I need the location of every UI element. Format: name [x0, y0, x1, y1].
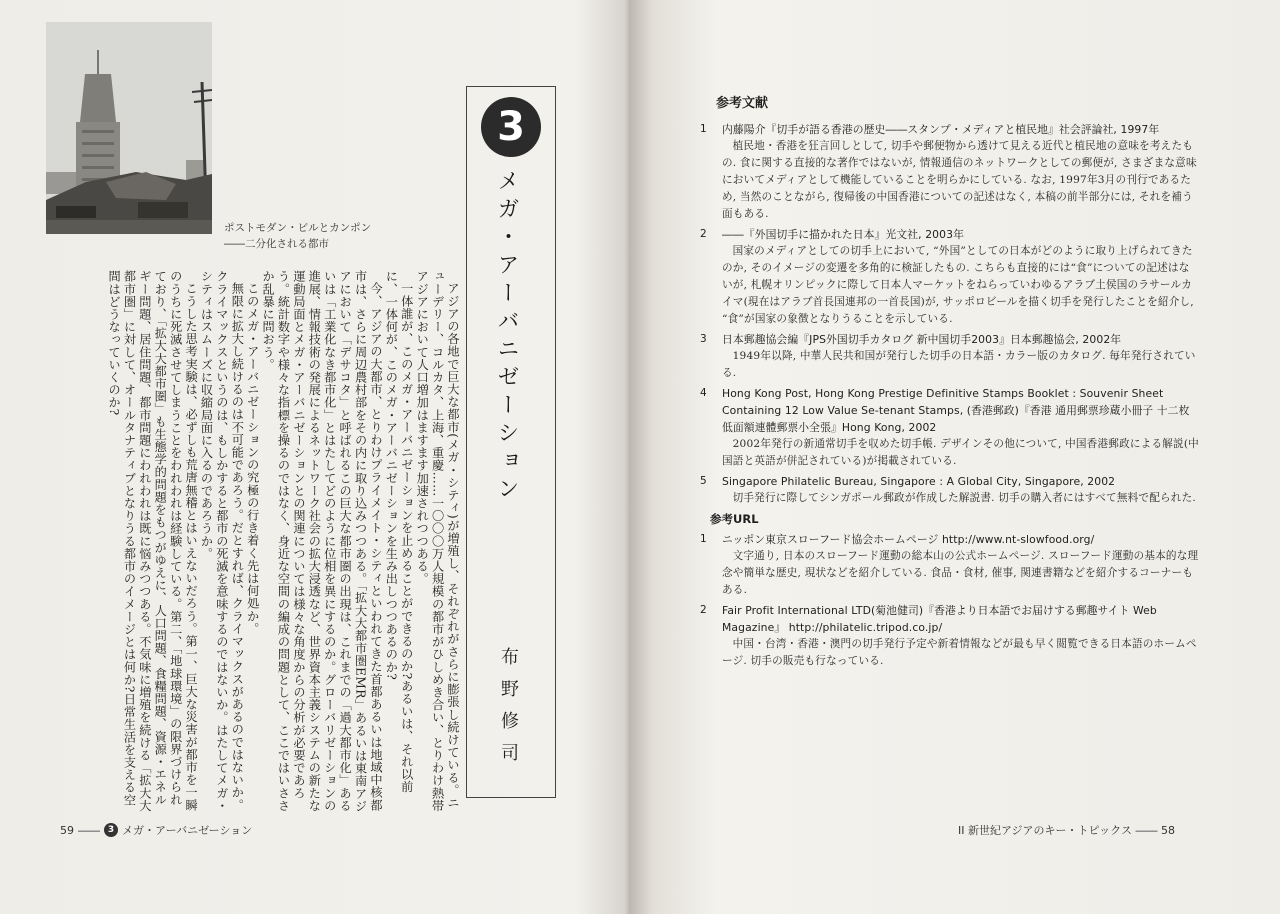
reference-item [700, 226, 1200, 328]
url-number: 1 [700, 533, 707, 545]
city-photo [46, 22, 212, 234]
reference-title: Hong Kong Post, Hong Kong Prestige Definitive Stamps Booklet : Souvenir Sheet Containing 12 Low Value Se-tenant Stamps, (香港郵政)『香港 通用郵票珍蔵小冊子 十二枚低面額連體郵票小全張』Hong Kong, 2002 [722, 387, 1190, 434]
body-paragraph: このメガ・アーバニゼーションの究極の行き着く先は何処か。 [245, 282, 260, 635]
reference-number: 2 [700, 228, 707, 240]
body-paragraph: 今、アジアの大都市、とりわけプライメイト・シティといわれてきた首都あるいは地域中核都市は、さらに周辺農村部をその内に取り込みつつある。「拡大大都市圏EMR」あるいは東南アジアにおいて「デサコタ」と呼ばれるこの巨大な都市圏の出現は、これまでの「過大都市化」あるいは「工業化なき都市化」とはたしてどのように位相を異にするのか。グローバリゼーションの進展、情報技術の発展によるネットワーク社会の拡大浸透など、世界資本主義システムの新たな運動局面とメガ・アーバニゼーションとの関連については様々な角度からの分析が必要であろう。統計数字や様々な指標を操るのではなく、身近な空間の編成の問題として、ここではいささか乱暴に問おう。 [261, 270, 383, 813]
photo-caption [224, 220, 371, 252]
url-item [700, 531, 1200, 599]
left-page [0, 0, 632, 914]
reference-note: 国家のメディアとしての切手上において, “外国”としての日本がどのように取り上げられてきたのか, そのイメージの変遷を多角的に検証したもの. こちらも直接的には“食”についての記述はないが, 札幌オリンピックに際して日本人マーケットをねらっていわゆるアラブ土侯国のラサールカイマ(現在はアラブ首長国連邦の一首長国)が, サッポロビールを描く切手を発行したことを紹介し, “食”が国家の象徴となりうることを示している. [722, 245, 1194, 325]
references-heading: 参考文献 [716, 96, 769, 111]
url-title: ニッポン東京スローフード協会ホームページ http://www.nt-slowfood.org/ [722, 533, 1095, 546]
url-heading: 参考URL [710, 512, 759, 526]
right-page-footer [958, 822, 1175, 838]
body-paragraph: 一体誰が、このメガ・アーバニゼーションを止めることができるのか?あるいは、それ以前に、一体何が、このメガ・アーバニゼーションを生み出しつつあるのか? [384, 270, 414, 794]
reference-item [700, 473, 1200, 507]
chapter-number-badge: 3 [481, 97, 541, 157]
left-page-number: 59 [60, 823, 74, 837]
reference-number: 4 [700, 387, 707, 399]
url-number: 2 [700, 604, 707, 616]
footer-dash: ―― [78, 823, 100, 837]
reference-title: Singapore Philatelic Bureau, Singapore : A Global City, Singapore, 2002 [722, 475, 1116, 488]
chapter-author: 布野修司 [498, 647, 519, 775]
references-section [700, 92, 1200, 673]
reference-note: 1949年以降, 中華人民共和国が発行した切手の日本語・カラー版のカタログ. 毎年発行されている. [722, 350, 1196, 379]
reference-number: 1 [700, 123, 707, 135]
body-paragraph: 無限に拡大し続けるのは不可能であろう。だとすれば、クライマックスがあるのではないか。クライマックスというのは、もしかすると都市の死滅を意味するのではないか。はたしてメガ・シティはスムーズに収縮局面に入るのであろうか。 [199, 270, 245, 812]
reference-note: 植民地・香港を狂言回しとして, 切手や郵便物から透けて見える近代と植民地の意味を考えたもの. 食に関する直接的な著作ではないが, 情報通信のネットワークとしての郵便が, さまざまな意味においてメディアとして機能していることを明らかにしている. なお, 1997年3月の刊行であるため, 当然のことながら, 復帰後の中国香港についての記述はなく, 本稿の前半部分には, それを補う面もある. [722, 140, 1197, 220]
footer-chapter-title: メガ・アーバニゼーション [122, 824, 253, 837]
footer-section-number: II [958, 824, 965, 837]
url-note: 中国・台湾・香港・澳門の切手発行予定や新着情報などが最も早く閲覧できる日本語のホームページ. 切手の販売も行なっている. [722, 638, 1197, 667]
footer-dash: ―― [1135, 824, 1158, 837]
footer-section-title: 新世紀アジアのキー・トピックス [968, 824, 1133, 837]
reference-item [700, 331, 1200, 382]
chapter-title: メガ・アーバニゼーション [494, 169, 519, 505]
reference-item [700, 121, 1200, 223]
skyscraper-illustration [46, 22, 212, 234]
body-paragraph: こうした思考実験は、必ずしも荒唐無稽とはいえないだろう。第一、巨大な災害が都市を一瞬のうちに死滅させてしまうことをわれわれは経験している。第二、「地球環境」の限界づけられており、「拡大大都市圏」も生態学的問題をもつがゆえに、人口問題、食糧問題、資源・エネルギー問題、居住問題、都市問題にわれわれは既に悩みつつある。不気味に増殖を続ける「拡大大都市圏」に対して、オールタナティブとなりうる都市のイメージとは何か?日常生活を支える空間はどうなっていくのか? [107, 270, 199, 812]
body-paragraph: アジアの各地で巨大な都市(メガ・シティ)が増殖し、それぞれがさらに膨張し続けている。ニューデリー、コルカタ、上海、重慶……一〇〇〇万人規模の都市がひしめき合い、とりわけ熱帯アジアにおいて人口増加はますます加速されつつある。 [415, 270, 460, 812]
url-note: 文字通り, 日本のスローフード運動の総本山の公式ホームページ. スローフード運動の基本的な理念や簡単な歴史, 現状などを紹介している. 食品・食材, 催事, 関連書籍などを紹介するコーナーもある. [722, 550, 1199, 596]
photo-caption-line1: ポストモダン・ビルとカンポン [224, 222, 372, 234]
reference-title: 日本郵趣協会編『JPS外国切手カタログ 新中国切手2003』日本郵趣協会, 2002年 [722, 333, 1122, 346]
left-page-footer [60, 822, 252, 838]
reference-note: 切手発行に際してシンガポール郵政が作成した解説書. 切手の購入者にはすべて無料で配られた. [732, 492, 1196, 504]
right-page-number: 58 [1161, 824, 1176, 837]
reference-number: 3 [700, 333, 707, 345]
reference-title: ――『外国切手に描かれた日本』光文社, 2003年 [722, 228, 964, 241]
chapter-body-text [44, 270, 460, 815]
photo-caption-line2: ――二分化される都市 [224, 238, 329, 250]
reference-title: 内藤陽介『切手が語る香港の歴史――スタンプ・メディアと植民地』社会評論社, 1997年 [722, 123, 1160, 136]
reference-number: 5 [700, 475, 707, 487]
url-title: Fair Profit International LTD(菊池健司)『香港より日本語でお届けする郵趣サイト Web Magazine』 http://philatelic.tripod.co.jp/ [722, 604, 1157, 634]
chapter-title-box [466, 86, 556, 798]
footer-chapter-badge: 3 [104, 823, 118, 837]
url-item [700, 602, 1200, 670]
reference-item [700, 385, 1200, 470]
reference-note: 2002年発行の新通常切手を収めた切手帳. デザインその他について, 中国香港郵政による解説(中国語と英語が併記されている)が掲載されている. [722, 438, 1199, 467]
